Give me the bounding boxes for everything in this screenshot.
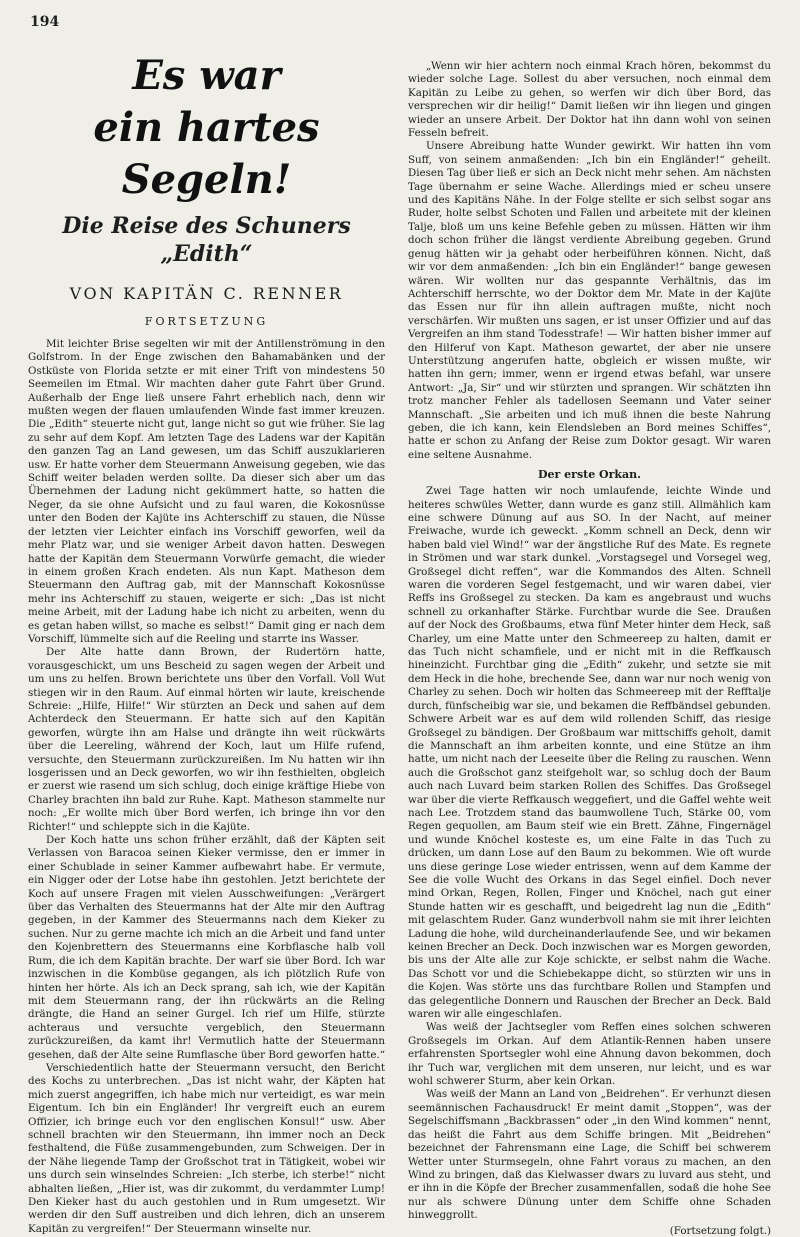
body-paragraph: Was weiß der Mann an Land von „Beidrehen“. Er verhunzt diesen seemännischen Fachausdruck! Er meint damit „Stoppen“, was der Segelschiffsmann „Backbrassen“ oder „in den Wind kommen“ nennt, das heißt die Fahrt aus dem Schiffe bringen. Mit „Beidrehen“ bezeichnet der Fahrensmann eine Lage, die Schiff bei schwerem Wetter unter Sturmsegeln, ohne Fahrt voraus zu machen, an den Wind zu bringen, daß das Kielwasser dwars zu luvard aus steht, und er ihn in die Köpfe der Brecher zusammenfallen, sodaß die hohe See nur als schwere Dünung unter dem Schiffe ohne Schaden hinweggrollt. — [408, 1088, 771, 1222]
body-paragraph: Mit leichter Brise segelten wir mit der Antillenströmung in den Golfstrom. In der Enge zwischen den Bahamabänken und der Ostküste von Florida setzte er mit einer Trift von mindestens 50 Seemeilen im Etmal. Wir machten daher gute Fahrt über Grund. Außerhalb der Enge ließ unsere Fahrt erheblich nach, denn wir mußten wegen der flauen umlaufenden Winde fast immer kreuzen. Die „Edith“ steuerte nicht gut, lange nicht so gut wie früher. Sie lag zu sehr auf dem Kopf. Am letzten Tage des Ladens war der Kapitän den ganzen Tag an Land gewesen, um das Schiff auszuklarieren usw. Er hatte vorher dem Steuermann Anweisung gegeben, wie das Schiff weiter beladen werden sollte. Da dieser sich aber um das Übernehmen der Ladung nicht gekümmert hatte, so hatten die Neger, da sie ohne Aufsicht und zu faul waren, die Kokosnüsse unter den Boden der Kajüte ins Achterschiff zu stauen, die Nüsse der letzten vier Leichter einfach ins Vorschiff geworfen, weil da mehr Platz war, und sie weniger Arbeit davon hatten. Deswegen hatte der Kapitän dem Steuermann Vorwürfe gemacht, die wieder in einem großen Krach endeten. Als nun Kapt. Matheson dem Steuermann den Auftrag gab, mit der Mannschaft Kokosnüsse mehr ins Achterschiff zu stauen, weigerte er sich: „Das ist nicht meine Arbeit, mit der Ladung habe ich nicht zu arbeiten, wenn du es getan haben willst, so mache es selbst!“ Damit ging er nach dem Vorschiff, lümmelte sich auf die Reeling und starrte ins Wasser. — [28, 338, 385, 645]
left-column — [28, 40, 386, 1235]
page-number: 194 — [30, 14, 60, 30]
subtitle: Die Reise des Schuners „Edith“ — [62, 213, 351, 267]
body-paragraph: Der Alte hatte dann Brown, der Rudertörn hatte, vorausgeschickt, um uns Bescheid zu sagen wegen der Arbeit und um uns zu helfen. Brown berichtete uns über den Vorfall. Voll Wut stiegen wir in den Raum. Auf einmal hörten wir laute, kreischende Schreie: „Hilfe, Hilfe!“ Wir stürzten an Deck und sahen auf dem Achterdeck den Steuermann. Er hatte sich auf den Kapitän geworfen, würgte ihn am Halse und drängte ihn weit rückwärts über die Leereling, während der Koch, laut um Hilfe rufend, versuchte, den Steuermann zurückzureißen. Im Nu hatten wir ihn losgerissen und an Deck geworfen, wo wir ihn festhielten, obgleich er zuerst wie rasend um sich schlug, doch einige kräftige Hiebe von Charley brachten ihn bald zur Ruhe. Kapt. Matheson stammelte nur noch: „Er wollte mich über Bord werfen, ich bringe ihn vor den Richter!“ und schleppte sich in die Kajüte. — [28, 646, 385, 833]
author-byline: VON KAPITÄN C. RENNER — [69, 284, 344, 303]
body-paragraph: Der Koch hatte uns schon früher erzählt, daß der Käpten seit Verlassen von Baracoa seinen Kieker vermisse, den er immer in einer Schublade in seiner Kammer aufbewahrt habe. Er vermute, ein Nigger oder der Lotse habe ihn gestohlen. Jetzt berichtete der Koch auf unsere Fragen mit vielen Ausschweifungen: „Verärgert über das Verhalten des Steuermanns hat der Alte mir den Auftrag gegeben, in der Kammer des Steuermanns nach dem Kieker zu suchen. Nur zu gerne machte ich mich an die Arbeit und fand unter den Kojenbrettern des Steuermanns eine Korbflasche halb voll Rum, die ich dem Kapitän brachte. Der warf sie über Bord. Ich war inzwischen in die Kombüse gegangen, als ich plötzlich Rufe von hinten her hörte. Als ich an Deck sprang, sah ich, wie der Kapitän mit dem Steuermann rang, der ihn rückwärts an die Reling drängte, die Hand an seiner Gurgel. Ich rief um Hilfe, stürzte achteraus und versuchte vergeblich, den Steuermann zurückzureißen, da kamt ihr! Vermutlich hatte der Steuermann gesehen, daß der Alte seine Rumflasche über Bord geworfen hatte.“ — [28, 834, 386, 1061]
body-paragraph: „Wenn wir hier achtern noch einmal Krach hören, bekommst du wieder solche Lage. Sollest du aber versuchen, noch einmal dem Kapitän zu Leibe zu gehen, so werfen wir dich über Bord, das versprechen wir dir heilig!“ Damit ließen wir ihn liegen und gingen wieder an unsere Arbeit. Der Doktor hat ihn dann wohl von seinen Fesseln befreit. — [408, 60, 771, 140]
section-heading: Der erste Orkan. — [537, 468, 641, 482]
body-paragraph: Verschiedentlich hatte der Steuermann versucht, den Bericht des Kochs zu unterbrechen. „Das ist nicht wahr, der Käpten hat mich zuerst angegriffen, ich habe mich nur verteidigt, es war mein Eigentum. Ich bin ein Engländer! Ihr vergreift euch an eurem Offizier, ich bringe euch vor den englischen Konsul!“ usw. Aber schnell brachten wir den Steuermann, ihn immer noch an Deck festhaltend, die Füße zusammengebunden, zum Schweigen. Der in der Nähe liegende Tamp der Großschot trat in Tätigkeit, wobei wir uns durch sein winselndes Schreien: „Ich sterbe, ich sterbe!“ nicht abhalten ließen, „Hier ist, was dir zukommt, du verdammter Lump! Den Kieker hast du auch gestohlen und in Rum umgesetzt. Wir werden dir den Suff austreiben und dich lehren, dich an unserem Kapitän zu vergreifen!“ Der Steuermann winselte nur. — [28, 1061, 385, 1235]
body-paragraph: Zwei Tage hatten wir noch umlaufende, leichte Winde und heiteres schwüles Wetter, dann wurde es ganz still. Allmählich kam eine schwere Dünung auf aus SO. In der Nacht, auf meiner Freiwache, wurde ich geweckt. „Komm schnell an Deck, denn wir haben bald viel Wind!“ war der ängstliche Ruf des Mate. Es regnete in Strömen und war stark dunkel. „Vorstagsegel und Vorsegel weg, Großsegel dicht reffen“, war die Kommandos des Alten. Schnell waren die vorderen Segel festgemacht, und wir waren dabei, vier Reffs ins Großsegel zu stecken. Da kam es angebraust und wuchs schnell zu orkanhafter Stärke. Furchtbar wurde die See. Draußen auf der Nock des Großbaums, etwa fünf Meter hinter dem Heck, saß Charley, um eine Matte unter den Schmeereep zu halten, damit er das Tuch nicht schamfiele, und er nicht mit in die Reffkausch hineinzicht. Furchtbar ging die „Edith“ zukehr, und setzte sie mit dem Heck in die hohe, brechende See, dann war nur noch wenig von Charley zu sehen. Doch wir holten das Schmeereep mit der Refftalje durch, fünfscheibig war sie, und bekamen die Reffbändsel gebunden. Schwere Arbeit war es auf dem wild rollenden Schiff, das riesige Großsegel zu bändigen. Der Großbaum war mittschiffs geholt, damit die Mannschaft an ihm arbeiten konnte, und eine Stütze an ihm hatte, um nicht nach der Leeseite über die Reling zu rauschen. Wenn auch die Großschot ganz steifgeholt war, so schlug doch der Baum auch nach Luvard beim starken Rollen des Schiffes. Das Großsegel war über die vierte Reffkausch weggefiert, und die Gaffel wehte weit nach Lee. Trotzdem stand das baumwollene Tuch, Stärke 00, vom Regen gequollen, am Baum steif wie ein Brett. Zähne, Fingernägel und wunde Knöchel kosteste es, um eine Falte in das Tuch zu drücken, um dann Lose auf den Baum zu bekommen. Wie oft wurde uns diese geringe Lose wieder entrissen, wenn auf dem Kamme der See die volle Wucht des Orkans in das Segel einfiel. Doch never mind Orkan, Regen, Rollen, Finger und Knöchel, nach gut einer Stunde hatten wir es geschafft, und beigedreht lag nun die „Edith“ mit gelaschtem Ruder. Ganz wunderbvoll nahm sie mit ihrer leichten Ladung die hohe, wild durcheinanderlaufende See, und wir bekamen keinen Brecher an Deck. Doch inzwischen war es Morgen geworden, bis uns der Alte alle zur Koje schickte, er selbst nahm die Wache. Das Schott vor und die Schiebekappe dicht, so stürzten wir uns in die Kojen. Was störte uns das furchtbare Rollen und Stampfen und das gelegentliche Donnern und Rauschen der Brecher an Deck. Bald waren wir alle eingeschlafen. — [408, 485, 771, 1021]
body-paragraph: Unsere Abreibung hatte Wunder gewirkt. Wir hatten ihn vom Suff, von seinem anmaßenden: „Ich bin ein Engländer!“ geheilt. Diesen Tag über ließ er sich an Deck nicht mehr sehen. Am nächsten Tage übernahm er seine Wache. Allerdings mied er scheu unsere und des Kapitäns Nähe. In der Folge stellte er sich selbst sogar ans Ruder, holte selbst Schoten und Fallen und arbeitete mit der kleinen Talje, bloß um uns keine Befehle geben zu müssen. Hätten wir ihm doch schon früher die längst verdiente Abreibung gegeben. Grund genug hätten wir ja gehabt oder herbeiführen können. Nicht, daß wir vor dem anmaßenden: „Ich bin ein Engländer!“ bange gewesen wären. Wir wollten nur das gespannte Verhältnis, das im Achterschiff herrschte, wo der Doktor dem Mr. Mate in der Kajüte das Essen nur für ihn allein auftragen mußte, nicht noch verschärfen. Wir mußten uns sagen, er ist unser Offizier und auf das Vergreifen an ihm stand Todesstrafe! — Wir hatten bisher immer auf den Hilferuf von Kapt. Matheson gewartet, der aber nie unsere Unterstützung angerufen hatte, obgleich er wissen mußte, wir hatten ihn gern; immer, wenn er irgend etwas befahl, war unsere Antwort: „Ja, Sir“ und wir stürzten und sprangen. Wir schätzten ihn trotz mancher Fehler als tadellosen Seemann und Vater seiner Mannschaft. „Sie arbeiten und ich muß ihnen die beste Nahrung geben, die ich kann, kein Elendsleben an Bord meines Schiffes“, hatte er schon zu Anfang der Reise zum Doktor gesagt. Wir waren eine seltene Ausnahme. — [408, 140, 771, 461]
title-line-2: ein hartes Segeln! — [93, 104, 320, 203]
body-paragraph: Was weiß der Jachtsegler vom Reffen eines solchen schweren Großsegels im Orkan. Auf dem Atlantik-Rennen haben unsere erfahrensten Sportsegler wohl eine Ahnung davon bekommen, doch ihr Tuch war, verglichen mit dem unseren, nur leicht, und es war wohl schwerer Sturm, aber kein Orkan. — [408, 1021, 771, 1088]
title-line-1: Es war — [132, 52, 281, 99]
right-column — [408, 60, 771, 1237]
continuation-note: (Fortsetzung folgt.) — [669, 1224, 771, 1237]
continued-label: FORTSETZUNG — [144, 315, 269, 328]
